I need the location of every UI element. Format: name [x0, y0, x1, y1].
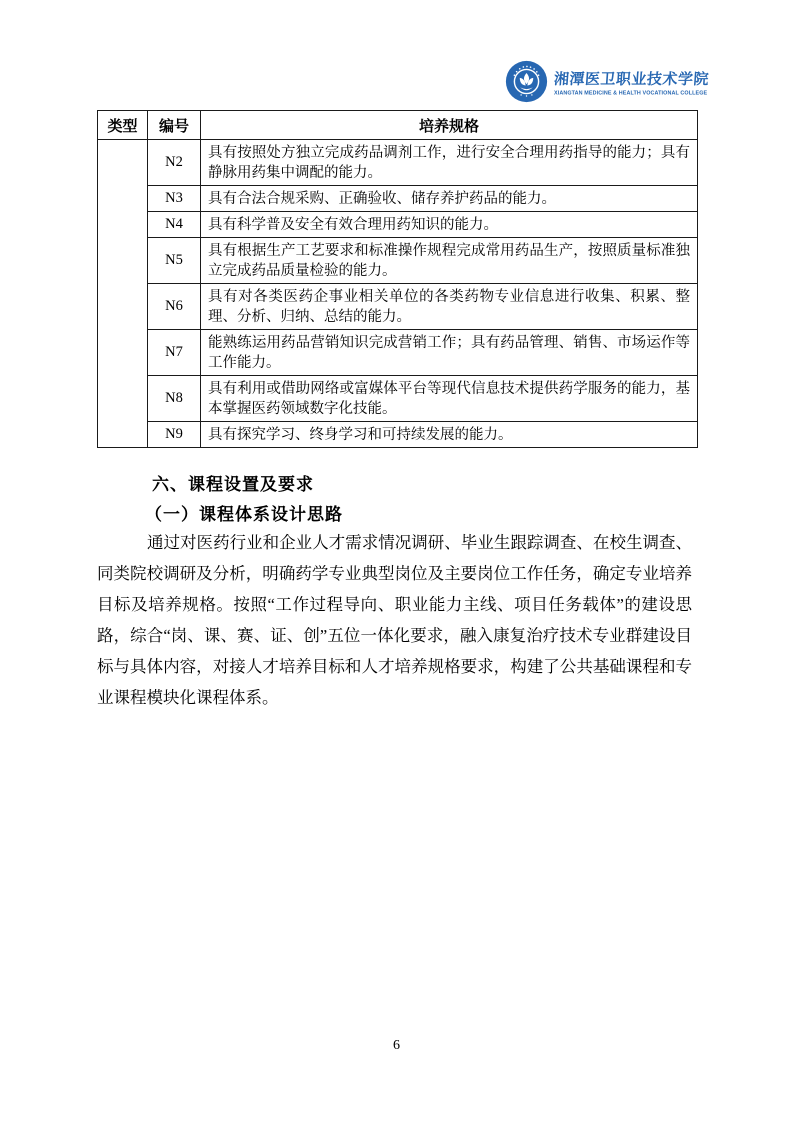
section-heading: 六、课程设置及要求 [152, 475, 314, 494]
spec-id-cell: N6 [148, 284, 201, 330]
spec-id-cell: N3 [148, 186, 201, 212]
table-row [98, 186, 698, 212]
training-spec-table [97, 110, 698, 448]
table-row [98, 330, 698, 376]
page-number: 6 [393, 1038, 400, 1053]
spec-id-cell: N7 [148, 330, 201, 376]
spec-text-cell: 具有根据生产工艺要求和标准操作规程完成常用药品生产，按照质量标准独立完成药品质量检验的能力。 [201, 238, 698, 284]
spec-id-cell: N9 [148, 422, 201, 448]
college-name-zh: 湘潭医卫职业技术学院 [553, 72, 710, 88]
body-paragraph: 通过对医药行业和企业人才需求情况调研、毕业生跟踪调查、在校生调查、同类院校调研及分析，明确药学专业典型岗位及主要岗位工作任务，确定专业培养目标及培养规格。按照“工作过程导向、职业能力主线、项目任务载体”的建设思路，综合“岗、课、赛、证、创”五位一体化要求，融入康复治疗技术专业群建设目标与具体内容，对接人才培养目标和人才培养规格要求，构建了公共基础课程和专业课程模块化课程体系。 [97, 533, 692, 707]
table-row [98, 376, 698, 422]
col-header-id: 编号 [148, 111, 201, 140]
table-row [98, 140, 698, 186]
spec-text-cell: 具有对各类医药企事业相关单位的各类药物专业信息进行收集、积累、整理、分析、归纳、总结的能力。 [201, 284, 698, 330]
spec-text-cell: 具有探究学习、终身学习和可持续发展的能力。 [201, 422, 698, 448]
spec-text-cell: 能熟练运用药品营销知识完成营销工作；具有药品管理、销售、市场运作等工作能力。 [201, 330, 698, 376]
table-row [98, 422, 698, 448]
college-logo-text [554, 60, 793, 101]
college-logo [505, 60, 793, 103]
col-header-spec: 培养规格 [201, 111, 698, 140]
type-merged-cell [98, 140, 148, 448]
spec-id-cell: N5 [148, 238, 201, 284]
spec-text-cell: 具有合法合规采购、正确验收、储存养护药品的能力。 [201, 186, 698, 212]
subsection-heading: （一）课程体系设计思路 [145, 505, 343, 524]
spec-id-cell: N2 [148, 140, 201, 186]
college-name-en: XIANGTAN MEDICINE & HEALTH VOCATIONAL COLLEGE [554, 90, 708, 96]
spec-id-cell: N4 [148, 212, 201, 238]
college-emblem-icon [505, 60, 548, 103]
table-row [98, 212, 698, 238]
table-header-row [98, 111, 698, 140]
table-row [98, 238, 698, 284]
col-header-type: 类型 [98, 111, 148, 140]
spec-text-cell: 具有科学普及安全有效合理用药知识的能力。 [201, 212, 698, 238]
table-row [98, 284, 698, 330]
spec-text-cell: 具有按照处方独立完成药品调剂工作，进行安全合理用药指导的能力；具有静脉用药集中调配的能力。 [201, 140, 698, 186]
spec-id-cell: N8 [148, 376, 201, 422]
spec-text-cell: 具有利用或借助网络或富媒体平台等现代信息技术提供药学服务的能力，基本掌握医药领域数字化技能。 [201, 376, 698, 422]
